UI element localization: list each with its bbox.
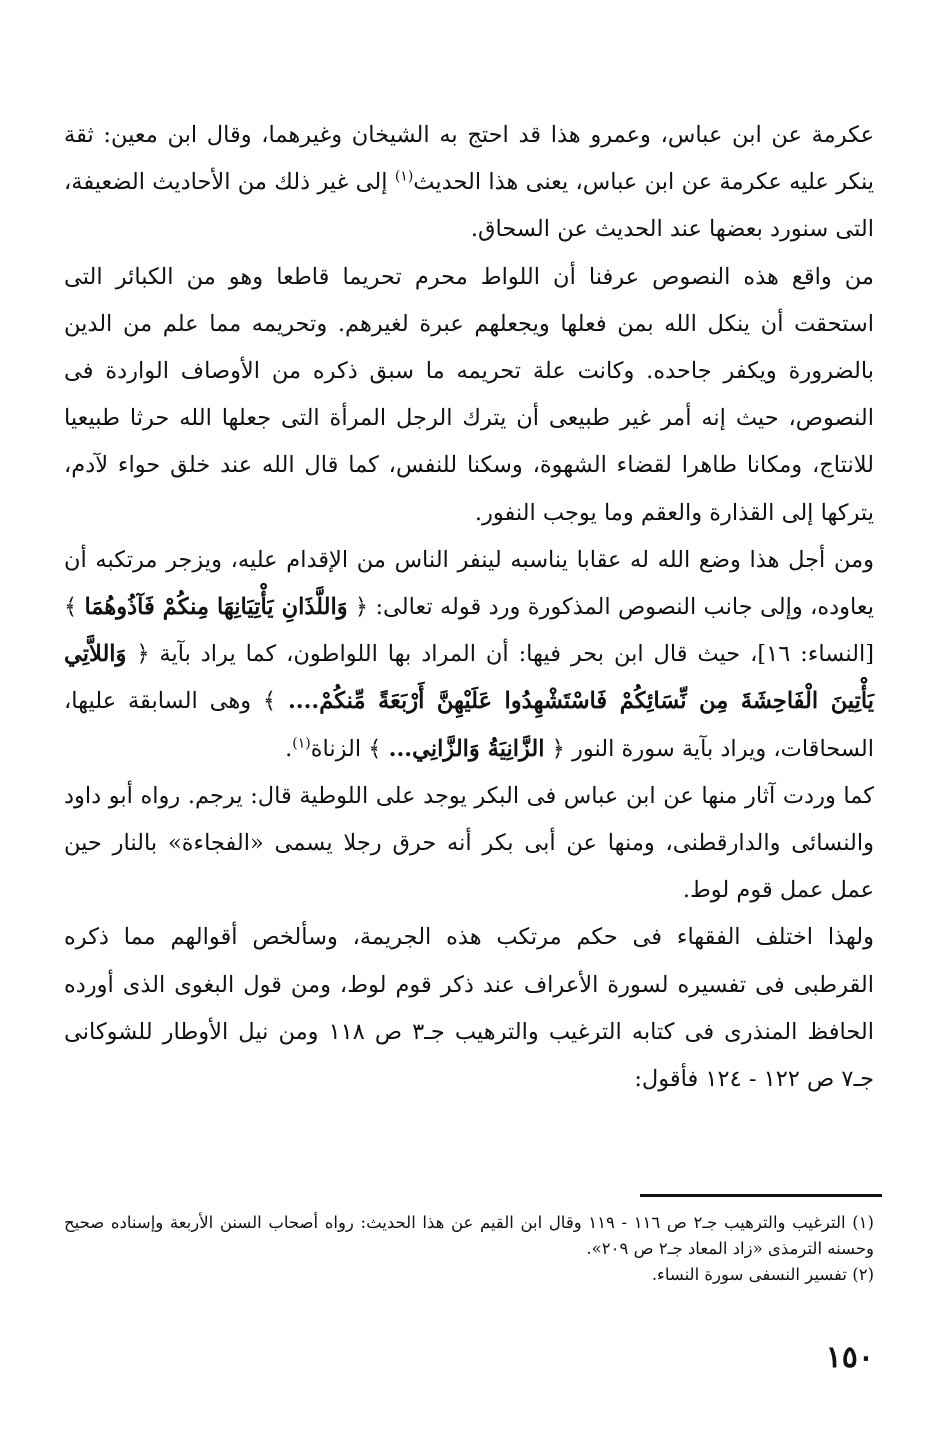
paragraph-5-text: ولهذا اختلف الفقهاء فى حكم مرتكب هذه الجريمة، وسألخص أقوالهم مما ذكره القرطبى فى تفسيره لسورة الأعراف عند ذكر قوم لوط، ومن قول البغوى الذى أورده الحافظ المنذرى فى كتابه الترغيب والترهيب جـ٣ ص ١١٨ ومن نيل الأوطار للشوكانى جـ٧ ص ١٢٢ - ١٢٤ فأقول:: [64, 924, 875, 1093]
paragraph-1-text-a: عكرمة عن ابن عباس، وعمرو هذا قد احتج به الشيخان وغيرهما، وقال ابن معين: ثقة ينكر عليه عكرمة عن ابن عباس، يعنى هذا الحديث: [64, 122, 875, 196]
footnote-ref-1: (١): [394, 168, 414, 185]
paragraph-2-text: من واقع هذه النصوص عرفنا أن اللواط محرم تحريما قاطعا وهو من الكبائر التى استحقت أن ينكل الله بمن فعلها ويجعلهم عبرة لغيرهم. وتحريمه مما علم من الدين بالضرورة ويكفر جاحده. وكانت علة تحريمه ما سبق ذكره من الأوصاف الواردة فى النصوص، حيث إنه أمر غير طبيعى أن يترك الرجل المرأة التى جعلها الله حرثا طبيعيا للانتاج، ومكانا طاهرا لقضاء الشهوة، وسكنا للنفس، كما قال الله عند خلق حواء لآدم، يتركها إلى القذارة والعقم وما يوجب النفور.: [64, 263, 874, 526]
quran-verse-3: الزَّانِيَةُ وَالزَّانِي...: [388, 735, 545, 762]
footnote-divider: [640, 1194, 882, 1197]
main-text: [64, 112, 874, 1103]
quran-verse-2: وَاللاَّتِي يَأْتِينَ الْفَاحِشَةَ مِن نِّسَائِكُمْ فَاسْتَشْهِدُوا عَلَيْهِنَّ أَرْبَعَةً مِّنكُمْ....: [64, 641, 874, 715]
paragraph-3-text-b: ﴾ [النساء: ١٦]، حيث قال ابن بحر فيها: أن المراد بها اللواطون، كما يراد بآية ﴿: [64, 594, 875, 668]
footnote-2: (٢) تفسير النسفى سورة النساء.: [651, 1265, 874, 1284]
paragraph-1-text-b: إلى غير ذلك من الأحاديث الضعيفة، التى سنورد بعضها عند الحديث عن السحاق.: [64, 169, 874, 243]
paragraph-4: [64, 773, 874, 915]
paragraph-4-text: كما وردت آثار منها عن ابن عباس فى البكر يوجد على اللوطية قال: يرجم. رواه أبو داود والنسائى والدارقطنى، ومنها عن أبى بكر أنه حرق رجلا يسمى «الفجاءة» بالنار حين عمل عمل قوم لوط.: [64, 782, 874, 904]
paragraph-1: [64, 112, 874, 254]
paragraph-3-text-a: ومن أجل هذا وضع الله له عقابا يناسبه لينفر الناس من الإقدام عليه، ويزجر مرتكبه أن يعاوده، وإلى جانب النصوص المذكورة ورد قوله تعالى: ﴿: [64, 546, 874, 621]
footnote-ref-2: (١): [292, 735, 311, 752]
paragraph-3: [64, 537, 874, 773]
paragraph-5: [64, 914, 874, 1103]
page-number: ١٥٠: [825, 1340, 874, 1375]
paragraph-3-text-e: .: [285, 735, 293, 762]
footnote-1: (١) الترغيب والترهيب جـ٢ ص ١١٦ - ١١٩ وقال ابن القيم عن هذا الحديث: رواه أصحاب السنن الأربعة وإسناده صحيح وحسنه الترمذى «زاد المعاد جـ٢ ص ٢٠٩».: [64, 1213, 874, 1258]
paragraph-2: [64, 254, 874, 537]
footnotes: [64, 1210, 874, 1288]
paragraph-3-text-c: ﴾ وهى السابقة عليها، السحاقات، ويراد بآية سورة النور ﴿: [64, 688, 874, 762]
paragraph-3-text-d: ﴾ الزناة: [310, 735, 389, 762]
quran-verse-1: وَاللَّذَانِ يَأْتِيَانِهَا مِنكُمْ فَآذُوهُمَا: [84, 594, 348, 621]
